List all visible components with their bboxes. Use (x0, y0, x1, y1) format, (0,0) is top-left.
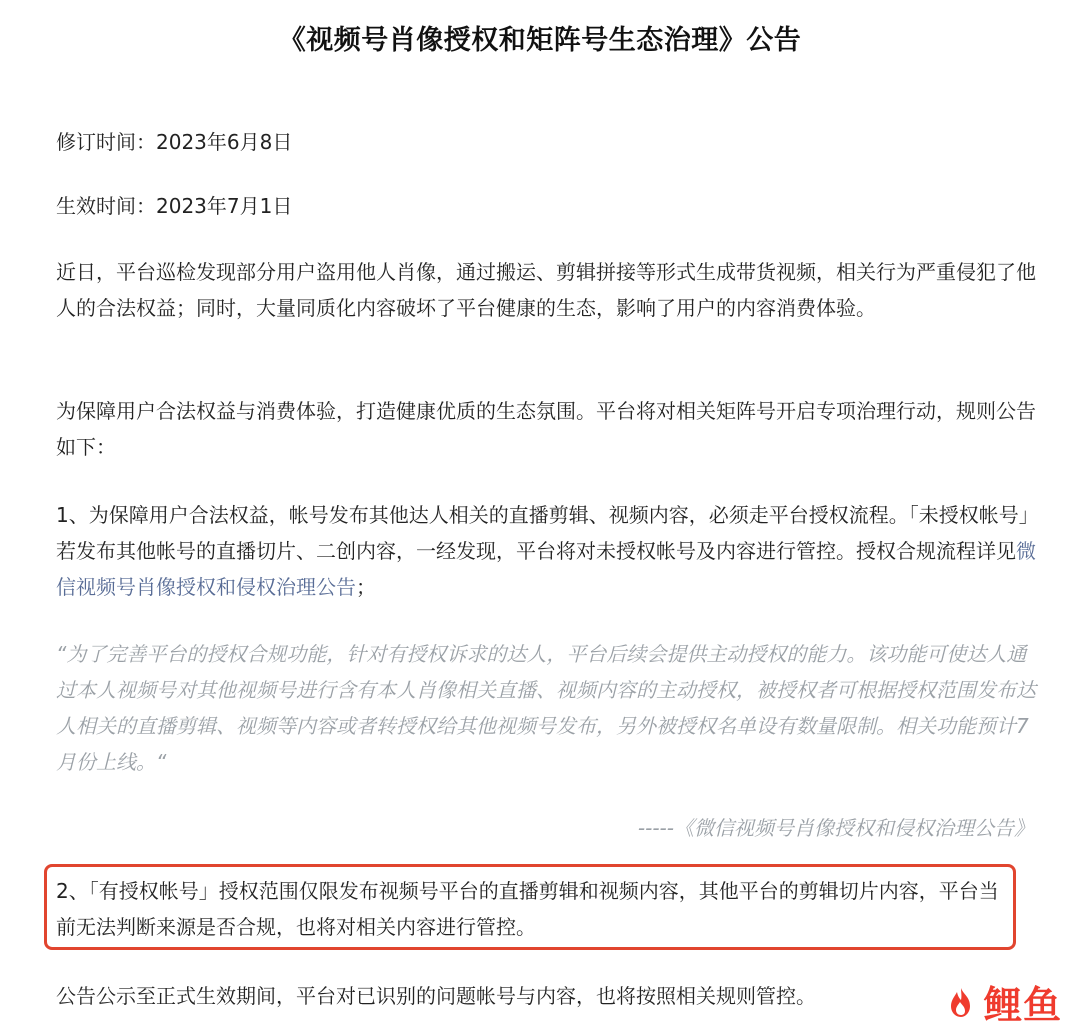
purpose-paragraph: 为保障用户合法权益与消费体验，打造健康优质的生态氛围。平台将对相关矩阵号开启专项治理行动，规则公告如下： (56, 399, 1036, 459)
watermark-text: 鲤鱼 (983, 983, 1062, 1027)
rule-1-paragraph (56, 497, 1036, 605)
rule-2-paragraph: 2、「有授权帐号」授权范围仅限发布视频号平台的直播剪辑和视频内容，其他平台的剪辑切片内容，平台当前无法判断来源是否合规，也将对相关内容进行管控。 (56, 879, 999, 939)
rule-1-text: 1、为保障用户合法权益，帐号发布其他达人相关的直播剪辑、视频内容，必须走平台授权流程。「未授权帐号」若发布其他帐号的直播切片、二创内容，一经发现，平台将对未授权帐号及内容进行管控。授权合规流程详见 (56, 503, 1029, 563)
announcement-title: 《视频号肖像授权和矩阵号生态治理》公告 (278, 25, 802, 56)
effective-time: 生效时间：2023年7月1日 (56, 194, 293, 218)
intro-paragraph: 近日，平台巡检发现部分用户盗用他人肖像，通过搬运、剪辑拼接等形式生成带货视频，相关行为严重侵犯了他人的合法权益；同时，大量同质化内容破坏了平台健康的生态，影响了用户的内容消费体验。 (56, 260, 1036, 320)
authorization-policy-link[interactable]: 微信视频号肖像授权和侵权治理公告 (56, 539, 1036, 599)
watermark-logo (942, 974, 1062, 1029)
quote-source: -----《微信视频号肖像授权和侵权治理公告》 (637, 816, 1034, 840)
closing-paragraph: 公告公示至正式生效期间，平台对已识别的问题帐号与内容，也将按照相关规则管控。 (56, 984, 816, 1008)
fire-icon (942, 983, 980, 1021)
rule-1-suffix: ； (356, 575, 376, 599)
quoted-policy-text: “为了完善平台的授权合规功能，针对有授权诉求的达人，平台后续会提供主动授权的能力。该功能可使达人通过本人视频号对其他视频号进行含有本人肖像相关直播、视频内容的主动授权，被授权者可根据授权范围发布达人相关的直播剪辑、视频等内容或者转授权给其他视频号发布，另外被授权名单设有数量限制。相关功能预计7月份上线。“ (56, 642, 1036, 774)
revision-time: 修订时间：2023年6月8日 (56, 130, 293, 154)
